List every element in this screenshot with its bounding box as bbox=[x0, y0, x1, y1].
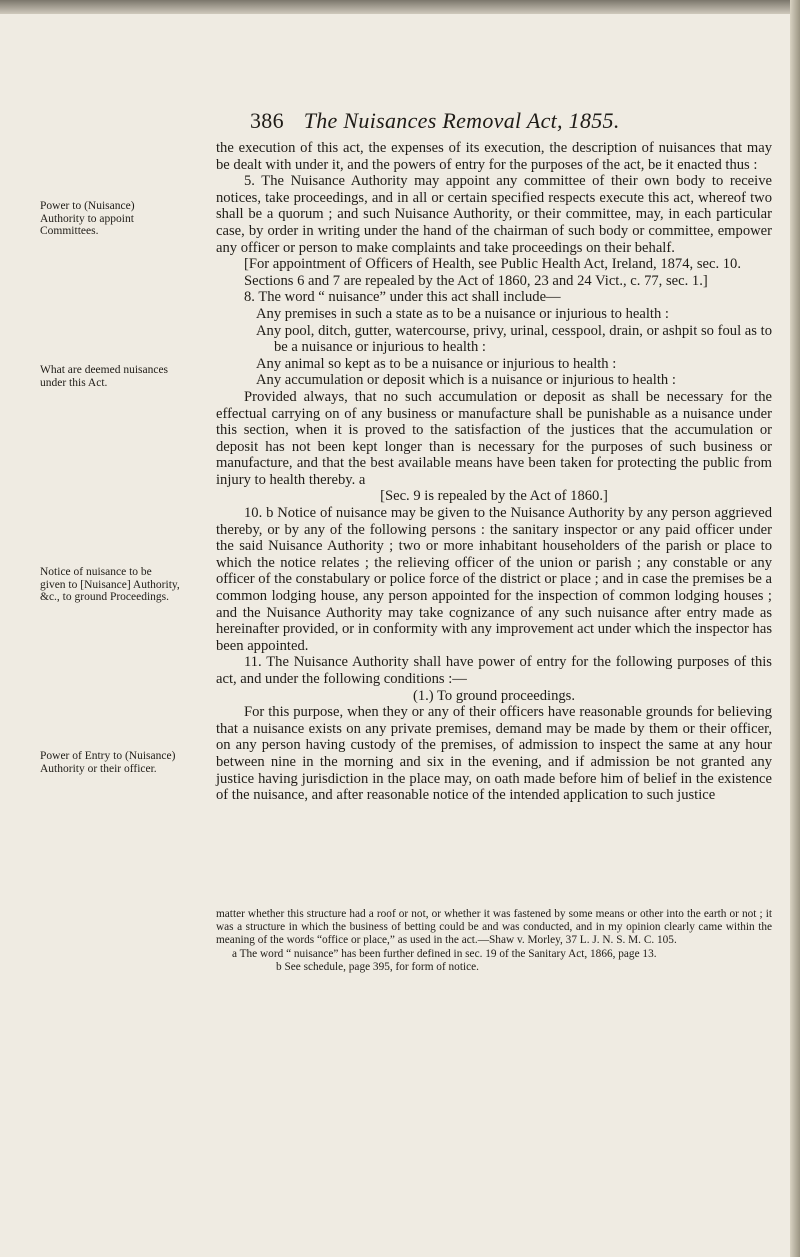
proviso: Provided always, that no such accumulation or deposit as shall be necessary for the effectual carrying on of any business or manufacture shall be punishable as a nuisance under this section, when it is proved to the satisfaction of the justices that the accumulation or deposit has not been kept longer than is necessary for the purposes of such business or manufacture, and that the best available means have been taken for protecting the public from injury to health thereby. a bbox=[216, 388, 772, 488]
section-8: 8. The word “ nuisance” under this act shall include— bbox=[244, 289, 561, 306]
bracket-note-officers: [For appointment of Officers of Health, see Public Health Act, Ireland, 1874, sec. 10. bbox=[244, 256, 741, 273]
bracket-note-sec9: [Sec. 9 is repealed by the Act of 1860.] bbox=[380, 488, 608, 505]
footnote-continued: matter whether this structure had a roof or not, or whether it was fastened by some means or other into the earth or not ; it was a structure in which the business of betting could be and was conducted, and in my opinion clearly came within the meaning of the words “office or place,” as used in the act.—Shaw v. Morley, 37 L. J. N. S. M. C. 105. bbox=[216, 908, 772, 947]
main-text bbox=[216, 140, 772, 804]
sidenote-committees: Power to (Nuisance) Authority to appoint Committees. bbox=[40, 200, 135, 237]
footnote-a: a The word “ nuisance” has been further defined in sec. 19 of the Sanitary Act, 1866, page 13. bbox=[232, 947, 657, 960]
sidenote-power-of-entry: Power of Entry to (Nuisance) Authority or their officer. bbox=[40, 750, 176, 775]
section-10: 10. b Notice of nuisance may be given to the Nuisance Authority by any person aggrieved thereby, or by any of the following persons : the sanitary inspector or any paid officer under the said Nuisance Authority ; two or more inhabitant householders of the parish or place to which the notice relates ; the relieving officer of the union or parish ; any constable or any officer of the constabulary or police force of the district or place ; and in case the premises be a common lodging house, any person appointed for the inspection of common lodging houses ; and the Nuisance Authority may take cognizance of any such nuisance after entry made as hereinafter provided, or in conformity with any improvement act under which the inspector has been appointed. bbox=[216, 505, 773, 654]
footnotes bbox=[216, 908, 772, 974]
section-11-text: For this purpose, when they or any of their officers have reasonable grounds for believing that a nuisance exists on any private premises, demand may be made by them or their officer, on any person having custody of the premises, of admission to inspect the same at any hour between nine in the morning and six in the evening, and if admission be not granted any justice having jurisdiction in the place may, on oath made before him of belief in the existence of the nuisance, and after reasonable notice of the intended application to such justice bbox=[216, 704, 772, 804]
nuisance-item-pool: Any pool, ditch, gutter, watercourse, privy, urinal, cesspool, drain, or ashpit so foul as to be a nuisance or injurious to health : bbox=[256, 322, 772, 356]
page-number: 386 bbox=[250, 108, 284, 133]
running-header bbox=[250, 108, 770, 134]
section-5: 5. The Nuisance Authority may appoint any committee of their own body to receive notices, take proceedings, and in all or certain specified respects execute this act, whereof two shall be a quorum ; and such Nuisance Authority, or their committee, may, in each particular case, by order in writing under the hand of the chairman of such body or committee, empower any officer or person to make complaints and take proceedings on their behalf. bbox=[216, 173, 772, 256]
section-11: 11. The Nuisance Authority shall have power of entry for the following purposes of this act, and under the following conditions :— bbox=[216, 654, 772, 687]
footnote-b: b See schedule, page 395, for form of notice. bbox=[276, 960, 479, 973]
sidenote-notice: Notice of nuisance to be given to [Nuisance] Authority, &c., to ground Proceedings. bbox=[40, 566, 180, 603]
running-title: The Nuisances Removal Act, 1855. bbox=[303, 108, 620, 133]
section-11-sub-1: (1.) To ground proceedings. bbox=[412, 687, 576, 704]
sidenote-nuisances-defined: What are deemed nuisances under this Act. bbox=[40, 364, 169, 389]
page-right-edge bbox=[790, 0, 800, 1257]
nuisance-item-accumulation: Any accumulation or deposit which is a nuisance or injurious to health : bbox=[256, 372, 676, 389]
paragraph-intro: the execution of this act, the expenses of its execution, the description of nuisances that may be dealt with under it, and the powers of entry for the purposes of the act, be it enacted thus : bbox=[216, 140, 772, 173]
nuisance-item-animal: Any animal so kept as to be a nuisance or injurious to health : bbox=[256, 355, 617, 372]
nuisance-item-premises: Any premises in such a state as to be a nuisance or injurious to health : bbox=[256, 305, 669, 322]
page-top-edge bbox=[0, 0, 800, 14]
bracket-note-repealed: Sections 6 and 7 are repealed by the Act of 1860, 23 and 24 Vict., c. 77, sec. 1.] bbox=[244, 272, 708, 289]
